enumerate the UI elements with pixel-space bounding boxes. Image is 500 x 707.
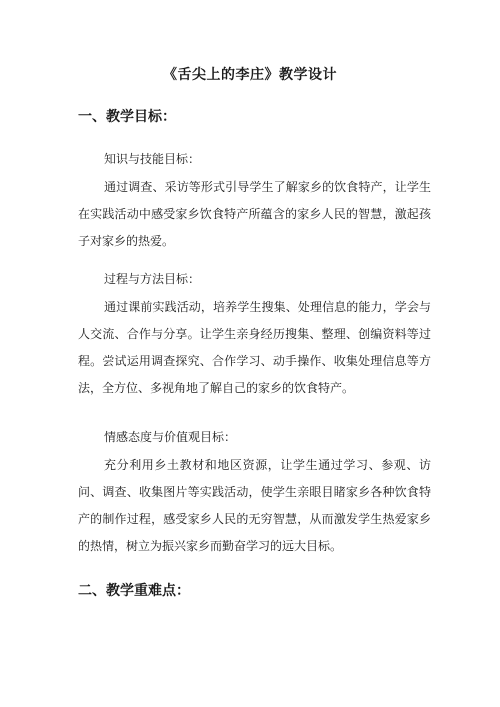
paragraph-process-methods: 通过课前实践活动，培养学生搜集、处理信息的能力，学会与人交流、合作与分享。让学生亲身经历搜集、整理、创编资料等过程。尝试运用调查探究、合作学习、动手操作、收集处理信息等方法，全方位、多视角地了解自己的家乡的饮食特产。 — [78, 300, 431, 395]
subheading-knowledge-skills: 知识与技能目标： — [104, 152, 201, 166]
paragraph-knowledge-skills: 通过调查、采访等形式引导学生了解家乡的饮食特产，让学生在实践活动中感受家乡饮食特产所蕴含的家乡人民的智慧，激起孩子对家乡的热爱。 — [78, 180, 431, 248]
document-title: 《舌尖上的李庄》教学设计 — [163, 67, 337, 83]
section-heading-key-difficulties: 二、教学重难点： — [78, 583, 190, 599]
paragraph-emotion-values: 充分利用乡土教材和地区资源，让学生通过学习、参观、访问、调查、收集图片等实践活动，使学生亲眼目睹家乡各种饮食特产的制作过程，感受家乡人民的无穷智慧，从而激发学生热爱家乡的热情，树立为振兴家乡而勤奋学习的远大目标。 — [78, 458, 431, 553]
subheading-emotion-values: 情感态度与价值观目标： — [104, 430, 237, 444]
subheading-process-methods: 过程与方法目标： — [104, 272, 201, 286]
section-heading-teaching-goals: 一、教学目标： — [78, 109, 176, 125]
